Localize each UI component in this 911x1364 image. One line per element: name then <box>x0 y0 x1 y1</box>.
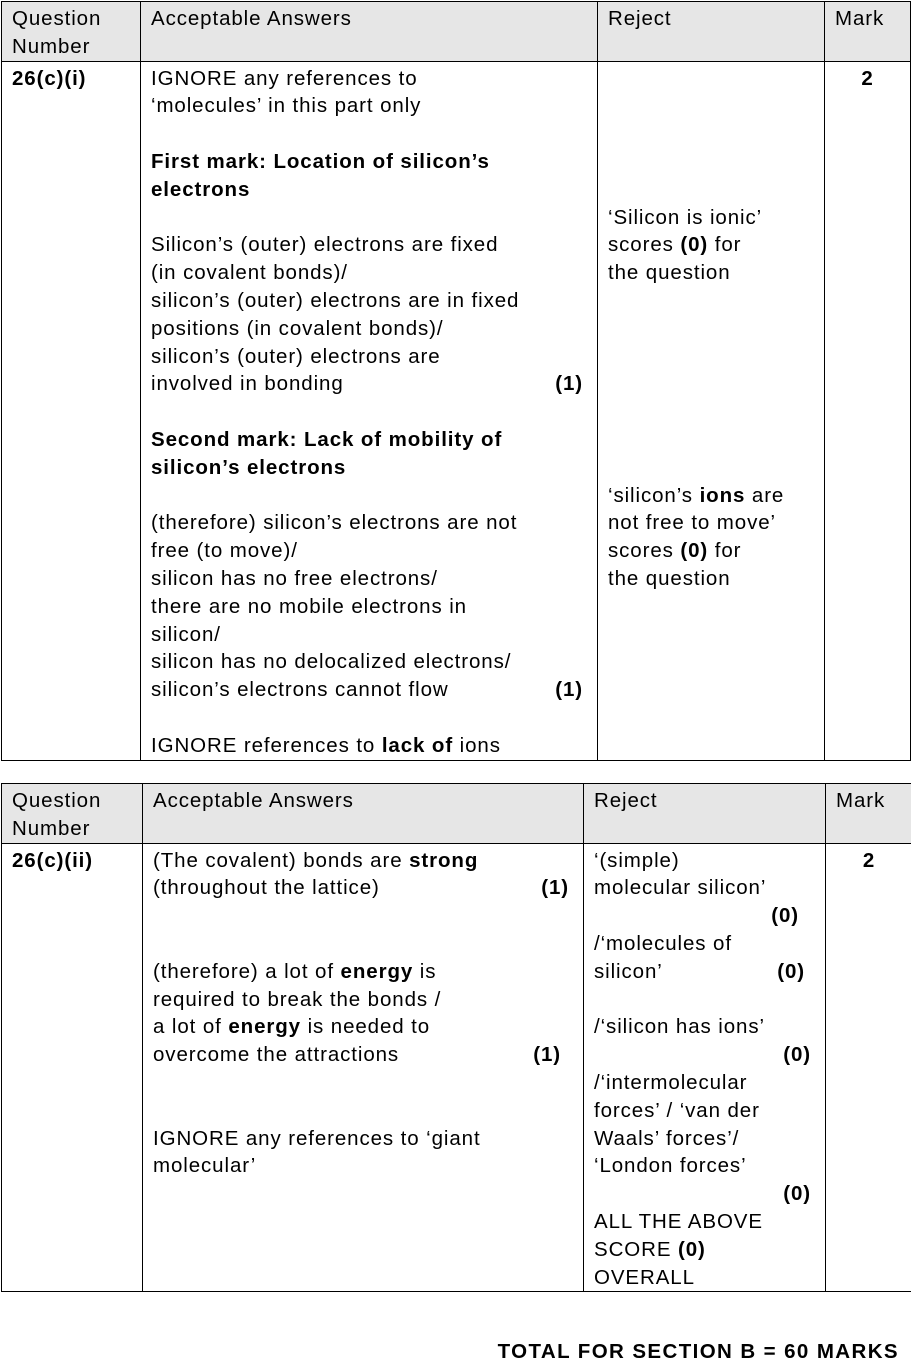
reject-cell <box>598 61 825 760</box>
answer-line: silicon’s electrons cannot flow <box>151 678 449 702</box>
intro-line: ‘molecules’ in this part only <box>151 94 422 118</box>
first-mark-heading: electrons <box>151 177 251 201</box>
reject-bold-text: ions <box>699 483 746 507</box>
reject-line: /‘molecules of <box>594 931 732 955</box>
reject-line: not free to move’ <box>608 511 776 535</box>
table-row <box>2 843 911 1292</box>
reject-line: silicon’ <box>594 959 663 983</box>
reject-line <box>608 231 814 259</box>
header-acceptable-answers: Acceptable Answers <box>143 784 584 844</box>
reject-text: scores <box>608 539 681 563</box>
table-header-row <box>2 2 911 62</box>
header-question-line1: Question <box>12 7 102 30</box>
reject-line: ‘London forces’ <box>594 1154 747 1178</box>
ignore-note: molecular’ <box>153 1154 257 1178</box>
table-header-row <box>2 784 911 844</box>
reject-line: /‘intermolecular <box>594 1070 748 1094</box>
reject-line: OVERALL <box>594 1265 695 1289</box>
answer-line: involved in bonding <box>151 372 344 396</box>
reject-line: ALL THE ABOVE <box>594 1209 763 1233</box>
reject-line <box>594 1236 811 1264</box>
reject-score: (0) <box>783 1182 811 1206</box>
answer-line: there are no mobile electrons in <box>151 594 467 618</box>
answer-text: (The covalent) bonds are <box>153 848 410 872</box>
reject-score: (0) <box>783 1043 811 1067</box>
mark-scheme-table-1 <box>1 1 911 761</box>
reject-line: forces’ / ‘van der <box>594 1098 760 1122</box>
mark-score: (1) <box>555 678 583 702</box>
header-reject: Reject <box>584 784 826 844</box>
header-question-line2: Number <box>12 34 91 58</box>
reject-score: (0) <box>678 1237 706 1261</box>
header-acceptable-answers: Acceptable Answers <box>141 2 598 62</box>
acceptable-answers-cell <box>143 843 584 1292</box>
answer-text: is <box>413 959 437 983</box>
reject-line <box>608 482 814 510</box>
acceptable-answers-cell <box>141 61 598 760</box>
answer-line: silicon’s (outer) electrons are in fixed <box>151 288 520 312</box>
ignore-note <box>151 732 583 760</box>
answer-line: silicon/ <box>151 622 221 646</box>
reject-text: SCORE <box>594 1237 678 1261</box>
intro-line: IGNORE any references to <box>151 66 418 90</box>
ignore-text: IGNORE references to <box>151 733 382 757</box>
reject-text: ‘silicon’s <box>608 483 700 507</box>
reject-line: ‘(simple) <box>594 848 680 872</box>
reject-score: (0) <box>680 539 709 563</box>
answer-line <box>153 847 569 875</box>
answer-line: silicon’s (outer) electrons are <box>151 344 441 368</box>
reject-line: molecular silicon’ <box>594 876 767 900</box>
header-question-line1: Question <box>12 789 102 812</box>
reject-text: for <box>708 233 742 257</box>
mark-score: (1) <box>555 372 583 396</box>
reject-text: are <box>745 483 785 507</box>
mark-score: (1) <box>533 1043 561 1067</box>
answer-line: positions (in covalent bonds)/ <box>151 316 444 340</box>
header-mark: Mark <box>826 784 911 844</box>
answer-bold-text: energy <box>340 959 414 983</box>
second-mark-heading: Second mark: Lack of mobility of <box>151 427 503 451</box>
answer-text: a lot of <box>153 1015 229 1039</box>
reject-text: scores <box>608 233 681 257</box>
first-mark-heading: First mark: Location of silicon’s <box>151 149 490 173</box>
answer-line: Silicon’s (outer) electrons are fixed <box>151 233 499 257</box>
reject-text: for <box>708 539 742 563</box>
reject-score: (0) <box>777 959 805 983</box>
answer-line: required to break the bonds / <box>153 987 442 1011</box>
answer-line <box>153 1013 569 1041</box>
reject-line: /‘silicon has ions’ <box>594 1015 765 1039</box>
answer-line: silicon has no free electrons/ <box>151 566 438 590</box>
mark-value: 2 <box>825 61 911 760</box>
reject-score: (0) <box>771 904 799 928</box>
answer-line: (therefore) silicon’s electrons are not <box>151 511 518 535</box>
mark-scheme-table-2 <box>1 783 911 1292</box>
ignore-note: IGNORE any references to ‘giant <box>153 1126 481 1150</box>
mark-score: (1) <box>541 876 569 900</box>
reject-line: the question <box>608 261 731 285</box>
question-number: 26(c)(ii) <box>2 843 143 1292</box>
answer-line: silicon has no delocalized electrons/ <box>151 650 512 674</box>
header-reject: Reject <box>598 2 825 62</box>
answer-text: (therefore) a lot of <box>153 959 341 983</box>
answer-text: is needed to <box>300 1015 431 1039</box>
reject-line: Waals’ forces’/ <box>594 1126 740 1150</box>
header-question-number <box>2 2 141 62</box>
header-mark: Mark <box>825 2 911 62</box>
ignore-text: ions <box>453 733 501 757</box>
reject-line: the question <box>608 566 731 590</box>
reject-line: ‘Silicon is ionic’ <box>608 205 763 229</box>
table-row <box>2 61 911 760</box>
answer-line: (in covalent bonds)/ <box>151 261 348 285</box>
reject-cell <box>584 843 826 1292</box>
answer-line: overcome the attractions <box>153 1043 400 1067</box>
ignore-bold-text: lack of <box>381 733 454 757</box>
answer-bold-text: energy <box>228 1015 301 1039</box>
reject-score: (0) <box>680 233 709 257</box>
section-total: TOTAL FOR SECTION B = 60 MARKS <box>497 1340 899 1363</box>
header-question-line2: Number <box>12 816 91 840</box>
mark-value: 2 <box>826 843 911 1292</box>
header-question-number <box>2 784 143 844</box>
answer-line <box>153 958 569 986</box>
second-mark-heading: silicon’s electrons <box>151 455 347 479</box>
reject-line <box>608 537 814 565</box>
answer-line: (throughout the lattice) <box>153 876 380 900</box>
answer-bold-text: strong <box>409 848 479 872</box>
answer-line: free (to move)/ <box>151 539 298 563</box>
question-number: 26(c)(i) <box>2 61 141 760</box>
